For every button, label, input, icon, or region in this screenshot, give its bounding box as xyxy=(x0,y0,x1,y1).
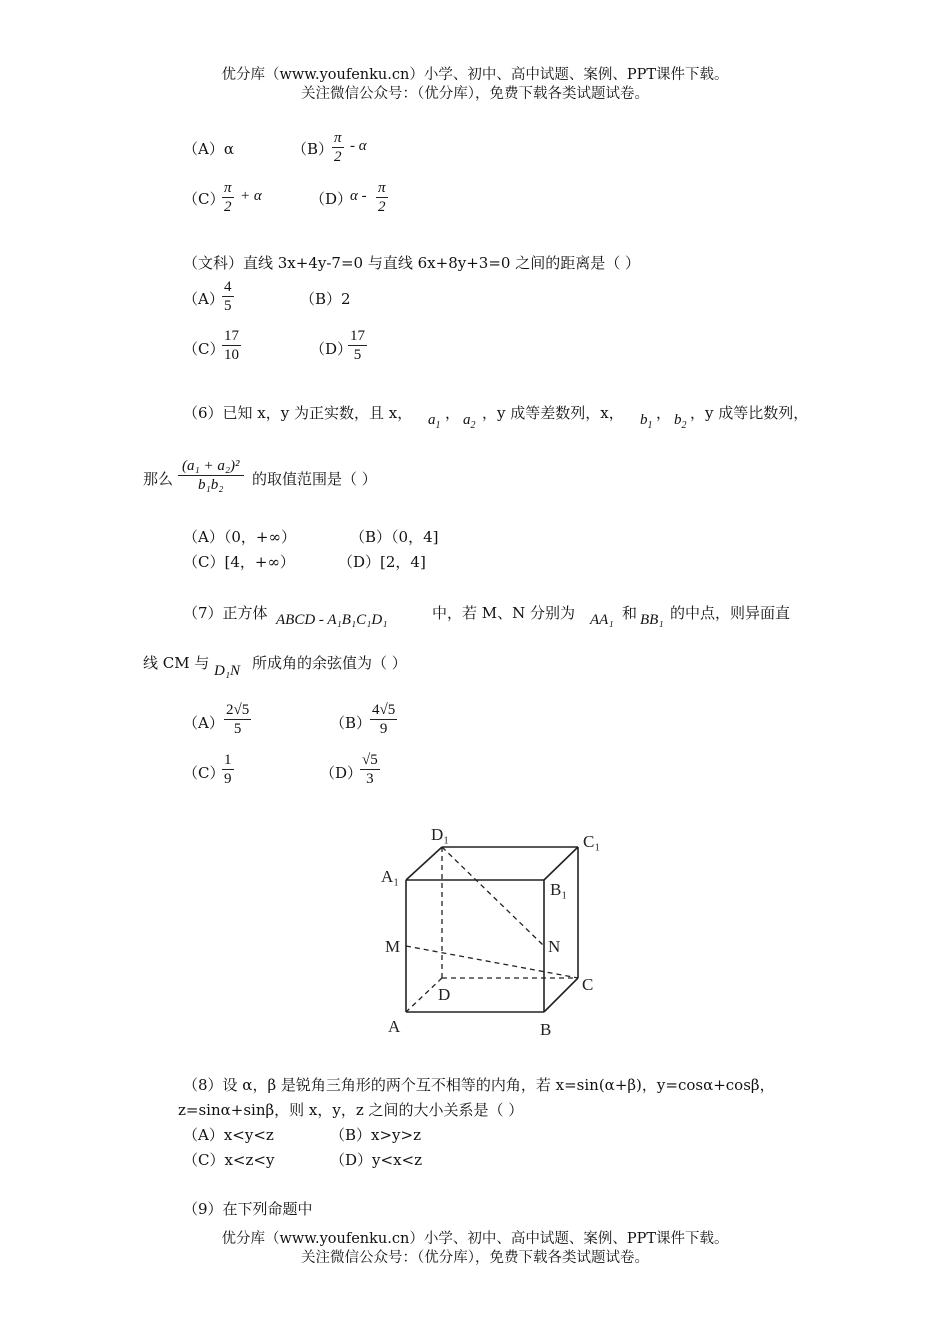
q5-c-den: 2 xyxy=(224,199,232,215)
q7-line2-b: 所成角的余弦值为（ ） xyxy=(252,654,407,672)
q7-option-b-label: （B） xyxy=(330,714,372,732)
q5-c-num: π xyxy=(224,180,232,196)
q6-b2 xyxy=(674,412,687,429)
q5-option-a: （A）α xyxy=(183,140,234,158)
label-d1: D₁ xyxy=(431,825,450,844)
q7-tail: 的中点，则异面直 xyxy=(670,604,791,622)
label-b1: B₁ xyxy=(550,880,568,899)
q7-mid: 中，若 M、N 分别为 xyxy=(432,604,576,622)
q5-option-d-head: α - xyxy=(350,188,367,204)
q8-option-b: （B）x>y>z xyxy=(330,1126,421,1144)
label-a: A xyxy=(388,1017,401,1036)
q6-b1-sub: 1 xyxy=(647,420,653,431)
q7-option-c-label: （C） xyxy=(183,764,225,782)
q7-cube: ABCD - A₁B₁C₁D₁ xyxy=(276,612,388,628)
q6-a2-letter: a xyxy=(463,412,471,428)
q5w-option-a-label: （A） xyxy=(183,290,224,308)
q5w-stem: （文科）直线 3x+4y-7=0 与直线 6x+8y+3=0 之间的距离是（ ） xyxy=(183,254,640,272)
q5-option-b-label: （B） xyxy=(292,140,334,158)
q8-line-1: （8）设 α，β 是锐角三角形的两个互不相等的内角，若 x=sin(α+β)，y=cosα+cosβ， xyxy=(183,1076,775,1094)
q6-comma-1: ， xyxy=(445,404,461,422)
q6-b2-letter: b xyxy=(674,412,682,428)
edge-c-b xyxy=(544,978,578,1012)
q6-a2-sub: 2 xyxy=(470,420,476,431)
q7-option-b-fraction xyxy=(370,702,397,738)
q9-stem: （9）在下列命题中 xyxy=(183,1200,313,1218)
q7-d1n: D₁N xyxy=(214,663,241,679)
q6-option-d: （D）[2，4] xyxy=(338,553,426,571)
q5-option-d-label: （D） xyxy=(310,190,353,208)
q8-option-d: （D）y<x<z xyxy=(330,1151,422,1169)
q5-b-num: π xyxy=(334,130,342,146)
q6-option-c: （C）[4，+∞） xyxy=(183,553,295,571)
q7-and: 和 xyxy=(622,604,638,622)
q6-a1-sub: 1 xyxy=(435,420,441,431)
label-a1: A₁ xyxy=(381,867,400,886)
q5w-d-den: 5 xyxy=(353,347,362,363)
q6-expression xyxy=(178,458,244,494)
q7-c-num: 1 xyxy=(224,752,232,768)
label-c: C xyxy=(582,975,594,994)
q6-stem-b: ，y 成等差数列，x， xyxy=(482,404,624,422)
q5w-option-b: （B）2 xyxy=(300,290,351,308)
q6-comma-2: ， xyxy=(656,404,672,422)
q7-bb1: BB₁ xyxy=(640,612,664,628)
q6-a2 xyxy=(463,412,476,429)
segment-d1-n xyxy=(442,847,544,946)
q7-option-a-fraction xyxy=(224,702,251,738)
q6-a1-letter: a xyxy=(428,412,436,428)
q7-d-num: √5 xyxy=(362,752,378,768)
q5-d-den: 2 xyxy=(378,199,386,215)
q7-line2-a: 线 CM 与 xyxy=(143,654,210,672)
q5-option-d-fraction xyxy=(376,180,388,216)
edge-a1-d1 xyxy=(406,847,442,880)
q5-option-c-tail: + α xyxy=(240,188,262,204)
q7-aa1: AA₁ xyxy=(590,612,614,628)
label-n: N xyxy=(548,937,561,956)
q6-lead: 那么 xyxy=(143,470,174,488)
label-c1: C₁ xyxy=(583,832,601,851)
q6-stem-a: （6）已知 x，y 为正实数，且 x， xyxy=(183,404,413,422)
label-m: M xyxy=(385,937,401,956)
header-line-1: 优分库（www.youfenku.cn）小学、初中、高中试题、案例、PPT课件下载。 xyxy=(221,67,729,83)
q7-b-den: 9 xyxy=(379,721,388,737)
edge-d-a-hidden xyxy=(406,978,442,1012)
q6-a1 xyxy=(428,412,441,429)
q6-b1 xyxy=(640,412,653,429)
label-b: B xyxy=(540,1020,552,1039)
q5w-option-c-label: （C） xyxy=(183,340,225,358)
q5w-c-den: 10 xyxy=(224,347,239,363)
q5w-d-num: 17 xyxy=(350,328,365,344)
q5-b-den: 2 xyxy=(334,149,342,165)
q7-c-den: 9 xyxy=(224,771,232,787)
q8-option-c: （C）x<z<y xyxy=(183,1151,275,1169)
q5-option-b-fraction xyxy=(332,130,344,166)
q7-option-d-label: （D） xyxy=(320,764,363,782)
q6-option-a: （A）（0，+∞） xyxy=(183,528,296,546)
cube-figure xyxy=(370,818,610,1044)
q5w-option-c-fraction xyxy=(222,328,241,364)
header-line-2: 关注微信公众号：（优分库），免费下载各类试题试卷。 xyxy=(301,86,649,102)
q7-option-a-label: （A） xyxy=(183,714,224,732)
q8-option-a: （A）x<y<z xyxy=(183,1126,274,1144)
q7-option-c-fraction xyxy=(222,752,234,788)
q5w-a-num: 4 xyxy=(224,279,232,295)
q8-line-2: z=sinα+sinβ，则 x，y，z 之间的大小关系是（ ） xyxy=(178,1101,524,1119)
q7-option-d-fraction xyxy=(360,752,380,788)
q5-d-num: π xyxy=(378,180,386,196)
label-d: D xyxy=(438,985,451,1004)
q6-tail: 的取值范围是（ ） xyxy=(252,470,377,488)
q5w-a-den: 5 xyxy=(224,298,232,314)
footer-line-1: 优分库（www.youfenku.cn）小学、初中、高中试题、案例、PPT课件下载。 xyxy=(221,1231,729,1247)
q6-stem-c: ，y 成等比数列， xyxy=(690,404,809,422)
q7-a-num: 2√5 xyxy=(226,702,250,718)
q5-option-c-label: （C） xyxy=(183,190,225,208)
edge-c1-b1 xyxy=(544,847,578,880)
q6-b2-sub: 2 xyxy=(681,420,687,431)
q6-expr-num: (a₁ + a₂)² xyxy=(178,458,244,476)
q5-option-b-tail: - α xyxy=(350,138,367,154)
q5-option-c-fraction xyxy=(222,180,234,216)
q7-b-num: 4√5 xyxy=(372,702,396,718)
q5w-option-a-fraction xyxy=(222,279,234,315)
q6-b1-letter: b xyxy=(640,412,648,428)
q5w-c-num: 17 xyxy=(224,328,239,344)
q5w-option-d-label: （D） xyxy=(310,340,353,358)
footer-line-2: 关注微信公众号：（优分库），免费下载各类试题试卷。 xyxy=(301,1250,649,1266)
q7-d-den: 3 xyxy=(366,771,374,787)
q5w-option-d-fraction xyxy=(348,328,367,364)
q7-a-den: 5 xyxy=(233,721,242,737)
q6-option-b: （B）（0，4] xyxy=(350,528,439,546)
q6-expr-den: b₁b₂ xyxy=(198,477,224,493)
q7-stem-a: （7）正方体 xyxy=(183,604,268,622)
